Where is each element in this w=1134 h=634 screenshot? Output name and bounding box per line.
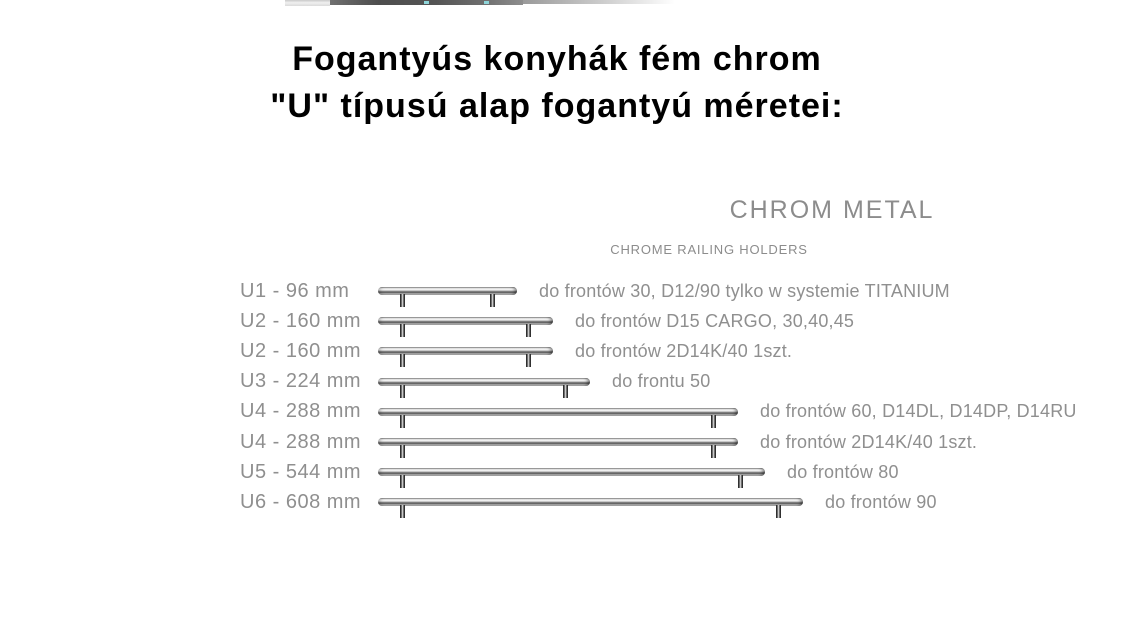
- handle-usage-description: do frontów 30, D12/90 tylko w systemie TITANIUM: [539, 280, 950, 301]
- top-cropped-image-cyan-speck: [484, 1, 489, 4]
- section-subheading: CHROME RAILING HOLDERS: [610, 242, 808, 257]
- page-title-line-1: Fogantyús konyhák fém chrom: [292, 40, 822, 78]
- handle-size-label: U5 - 544 mm: [240, 460, 362, 483]
- handle-usage-description: do frontów 2D14K/40 1szt.: [760, 431, 978, 452]
- handle-usage-description: do frontów 2D14K/40 1szt.: [575, 340, 793, 361]
- handle-row: [240, 397, 1077, 427]
- handle-post-left: [400, 385, 405, 398]
- handle-usage-description: do frontów 60, D14DL, D14DP, D14RU: [760, 401, 1077, 422]
- handle-size-list: [240, 276, 1077, 518]
- handle-row: [240, 457, 1077, 487]
- handle-row: [240, 367, 1077, 397]
- handle-bar: [378, 468, 765, 476]
- handle-post-left: [400, 475, 405, 488]
- handle-image: [378, 287, 517, 295]
- handle-post-right: [776, 505, 781, 518]
- handle-row: [240, 306, 1077, 336]
- handle-post-left: [400, 445, 405, 458]
- handle-image: [378, 378, 590, 386]
- handle-bar: [378, 378, 590, 386]
- handle-size-label: U6 - 608 mm: [240, 490, 362, 513]
- handle-size-label: U4 - 288 mm: [240, 400, 362, 423]
- handle-bar: [378, 408, 738, 416]
- handle-image: [378, 498, 803, 506]
- page-title: [0, 36, 1114, 130]
- handle-bar: [378, 498, 803, 506]
- handle-size-label: U3 - 224 mm: [240, 370, 362, 393]
- handle-post-left: [400, 415, 405, 428]
- handle-post-right: [738, 475, 743, 488]
- page-title-line-2: "U" típusú alap fogantyú méretei:: [270, 87, 844, 125]
- handle-size-label: U4 - 288 mm: [240, 430, 362, 453]
- section-heading: CHROM METAL: [729, 196, 935, 224]
- top-cropped-image-fragment-light: [285, 0, 330, 6]
- top-cropped-image-cyan-speck: [424, 1, 429, 4]
- handle-post-right: [711, 445, 716, 458]
- handle-post-left: [400, 324, 405, 337]
- handle-bar: [378, 438, 738, 446]
- handle-size-label: U2 - 160 mm: [240, 339, 362, 362]
- handle-image: [378, 317, 553, 325]
- handle-bar: [378, 287, 517, 295]
- handle-post-left: [400, 354, 405, 367]
- handle-usage-description: do frontu 50: [612, 371, 711, 392]
- top-cropped-image-fragment-fade: [523, 0, 675, 4]
- handle-post-right: [490, 294, 495, 307]
- handle-size-label: U1 - 96 mm: [240, 279, 350, 302]
- handle-usage-description: do frontów 80: [787, 461, 899, 482]
- handle-post-right: [526, 354, 531, 367]
- handle-post-right: [526, 324, 531, 337]
- handle-post-left: [400, 294, 405, 307]
- handle-post-right: [711, 415, 716, 428]
- handle-usage-description: do frontów D15 CARGO, 30,40,45: [575, 310, 855, 331]
- handle-size-label: U2 - 160 mm: [240, 309, 362, 332]
- handle-row: [240, 336, 1077, 366]
- handle-image: [378, 438, 738, 446]
- handle-usage-description: do frontów 90: [825, 491, 937, 512]
- handle-row: [240, 276, 1077, 306]
- handle-post-left: [400, 505, 405, 518]
- handle-image: [378, 408, 738, 416]
- handle-post-right: [563, 385, 568, 398]
- handle-row: [240, 487, 1077, 517]
- handle-image: [378, 468, 765, 476]
- handle-image: [378, 347, 553, 355]
- handle-row: [240, 427, 1077, 457]
